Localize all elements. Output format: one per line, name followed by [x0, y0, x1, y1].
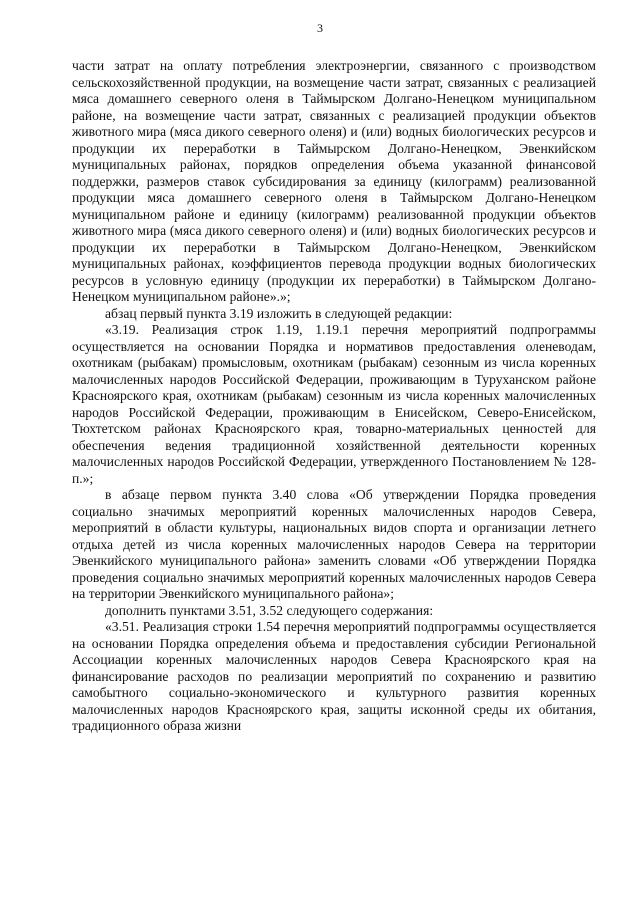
document-body [72, 58, 596, 735]
paragraph-3-19-instruction: абзац первый пункта 3.19 изложить в следующей редакции: [105, 305, 453, 321]
paragraph-3-51-text: «3.51. Реализация строки 1.54 перечня мероприятий подпрограммы осуществляется на основании Порядка определения объема и предоставления субсидии Региональной Ассоциации коренных малочисленных народов Севера Красноярского края на финансирование расходов по реализации мероприятий по сохранению и развитию самобытного социально-экономического и культурного развития коренных малочисленных народов Красноярского края, защиты исконной среды их обитания, традиционного образа жизни [72, 619, 596, 733]
page-number: 3 [317, 21, 323, 35]
paragraph-3-19-text: «3.19. Реализация строк 1.19, 1.19.1 перечня мероприятий подпрограммы осуществляется на основании Порядка и нормативов предоставления оленеводам, охотникам (рыбакам) промысловым, охотникам (рыбакам) сезонным из числа коренных малочисленных народов Российской Федерации, проживающим в Туруханском районе Красноярского края, охотникам (рыбакам) сезонным из числа коренных малочисленных народов Российской Федерации, проживающим в Енисейском, Северо-Енисейском, Тюхтетском районах Красноярского края, товарно-материальных ценностей для обеспечения ведения традиционной хозяйственной деятельности коренных малочисленных народов Российской Федерации, утвержденного Постановлением № 128-п.»; [72, 322, 596, 486]
paragraph-3-40-instruction: в абзаце первом пункта 3.40 слова «Об утверждении Порядка проведения социально значимых мероприятий коренных малочисленных народов Севера, мероприятий в области культуры, национальных видов спорта и организации летнего отдыха детей из числа коренных малочисленных народов Севера на территории Эвенкийского муниципального района» заменить словами «Об утверждении Порядка проведения социально значимых мероприятий коренных малочисленных народов Севера на территории Эвенкийского муниципального района»; [72, 487, 596, 601]
paragraph-continuation: части затрат на оплату потребления электроэнергии, связанного с производством сельскохозяйственной продукции, на возмещение части затрат, связанных с реализацией мяса домашнего северного оленя в Таймырском Долгано-Ненецком муниципальном районе, на возмещение части затрат, связанных с реализацией продукции объектов животного мира (мяса дикого северного оленя) и (или) водных биологических ресурсов и продукции их переработки в Таймырском Долгано-Ненецком, Эвенкийском муниципальных районах, порядков определения объема указанной финансовой поддержки, размеров ставок субсидирования за единицу (килограмм) реализованной продукции мяса домашнего северного оленя в Таймырском Долгано-Ненецком муниципальном районе и единицу (килограмм) реализованной продукции объектов животного мира (мяса дикого северного оленя) и (или) водных биологических ресурсов и продукции их переработки в Таймырском Долгано-Ненецком, Эвенкийском муниципальных районах, коэффициентов перевода продукции водных биологических ресурсов в условную единицу (продукции их переработки) в Таймырском Долгано-Ненецком муниципальном районе».»; [72, 58, 596, 304]
paragraph-3-51-3-52-instruction: дополнить пунктами 3.51, 3.52 следующего содержания: [105, 602, 434, 618]
